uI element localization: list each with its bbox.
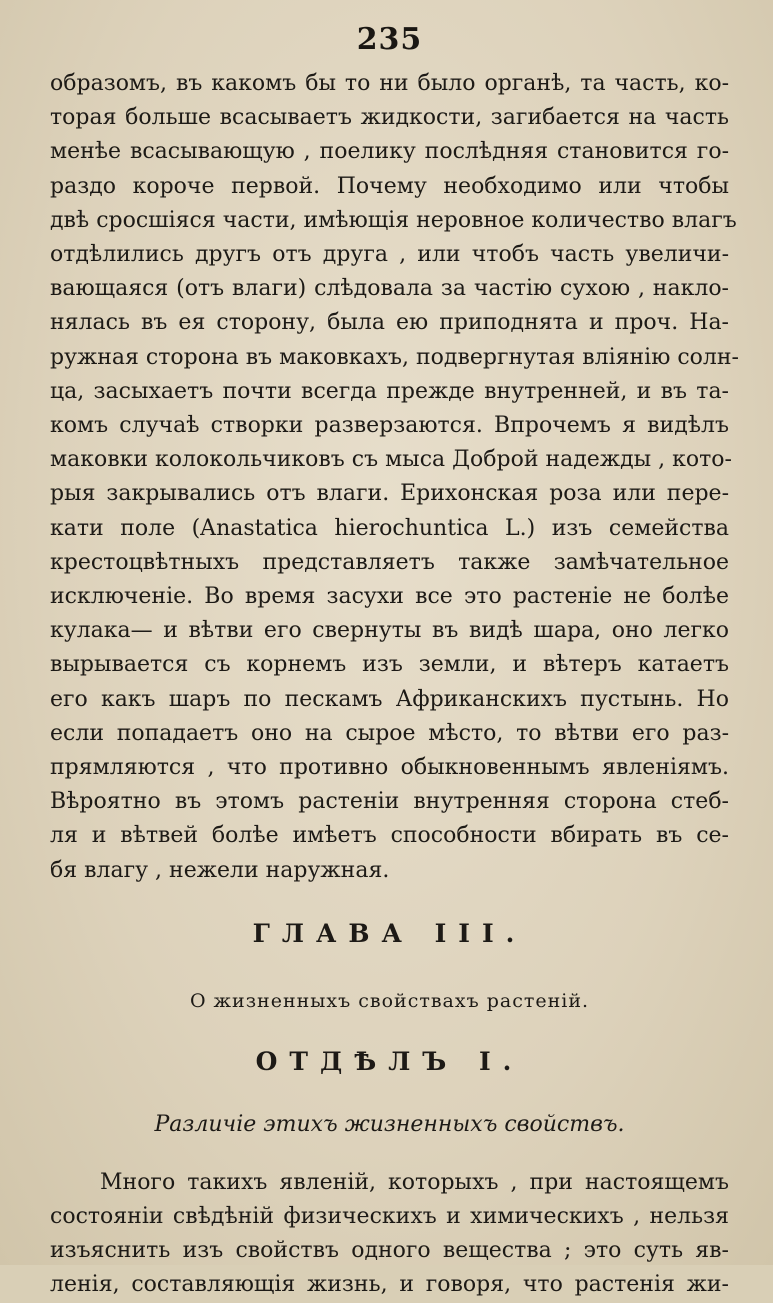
section-subtitle: Различіе этихъ жизненныхъ свойствъ.	[154, 1111, 625, 1137]
text-line: кати поле (Anastatica hierochuntica L.) изъ семейства	[50, 515, 729, 541]
text-line: ружная сторона въ маковкахъ, подвергнутая вліянію солн-	[50, 344, 739, 370]
text-line: состояніи свѣдѣній физическихъ и химическихъ , нельзя	[50, 1204, 729, 1230]
text-line: рыя закрывались отъ влаги. Ерихонская роза или пере-	[50, 481, 729, 507]
text-line: вающаяся (отъ влаги) слѣдовала за частію сухою , накло-	[50, 276, 729, 302]
text-line: раздо короче первой. Почему необходимо или чтобы	[50, 173, 729, 199]
text-line: образомъ, въ какомъ бы то ни было органѣ, та часть, ко-	[50, 71, 729, 96]
text-line: отдѣлились другъ отъ друга , или чтобъ часть увеличи-	[50, 242, 729, 268]
text-line: двѣ сросшіяся части, имѣющія неровное количество влагъ	[50, 207, 737, 233]
text-line: исключеніе. Во время засухи все это растеніе не болѣе	[50, 584, 729, 610]
text-line: его какъ шаръ по пескамъ Африканскихъ пустынь. Но	[50, 686, 729, 712]
text-line: ца, засыхаетъ почти всегда прежде внутренней, и въ та-	[50, 378, 729, 404]
text-line: торая больше всасываетъ жидкости, загибается на часть	[50, 105, 729, 131]
text-line: вырывается съ корнемъ изъ земли, и вѣтеръ катаетъ	[50, 652, 729, 678]
text-line: если попадаетъ оно на сырое мѣсто, то вѣтви его раз-	[50, 720, 729, 746]
text-line: кулака— и вѣтви его свернуты въ видѣ шара, оно легко	[50, 618, 729, 644]
text-line: комъ случаѣ створки разверзаются. Впрочемъ я видѣлъ	[50, 413, 729, 439]
text-line: изъяснить изъ свойствъ одного вещества ; это суть яв-	[50, 1238, 729, 1264]
text-line: нялась въ ея сторону, была ею приподнята и проч. На-	[50, 310, 729, 336]
text-line: менѣе всасывающую , поелику послѣдняя становится го-	[50, 139, 729, 165]
chapter-title: ГЛАВА III.	[252, 918, 527, 948]
paragraph-continuation	[50, 67, 739, 888]
text-line: ля и вѣтвей болѣе имѣетъ способности вбирать въ се-	[50, 823, 729, 849]
text-line: Вѣроятно въ этомъ растеніи внутренняя сторона стеб-	[50, 789, 729, 815]
chapter-subtitle: О жизненныхъ свойствахъ растеній.	[189, 989, 590, 1012]
section-title: ОТДѢЛЪ I.	[255, 1046, 524, 1076]
text-line: Много такихъ явленій, которыхъ , при настоящемъ	[100, 1169, 729, 1195]
text-line: прямляются , что противно обыкновеннымъ явленіямъ.	[50, 755, 729, 781]
text-line: бя влагу , нежели наружная.	[50, 857, 390, 883]
page-number: 235	[356, 22, 423, 57]
text-line: ленія, составляющія жизнь, и говоря, что растенія жи-	[50, 1272, 729, 1298]
text-line: крестоцвѣтныхъ представляетъ также замѣчательное	[50, 549, 729, 575]
paragraph-new	[50, 1166, 729, 1303]
text-line: маковки колокольчиковъ съ мыса Доброй надежды , кото-	[50, 447, 732, 473]
